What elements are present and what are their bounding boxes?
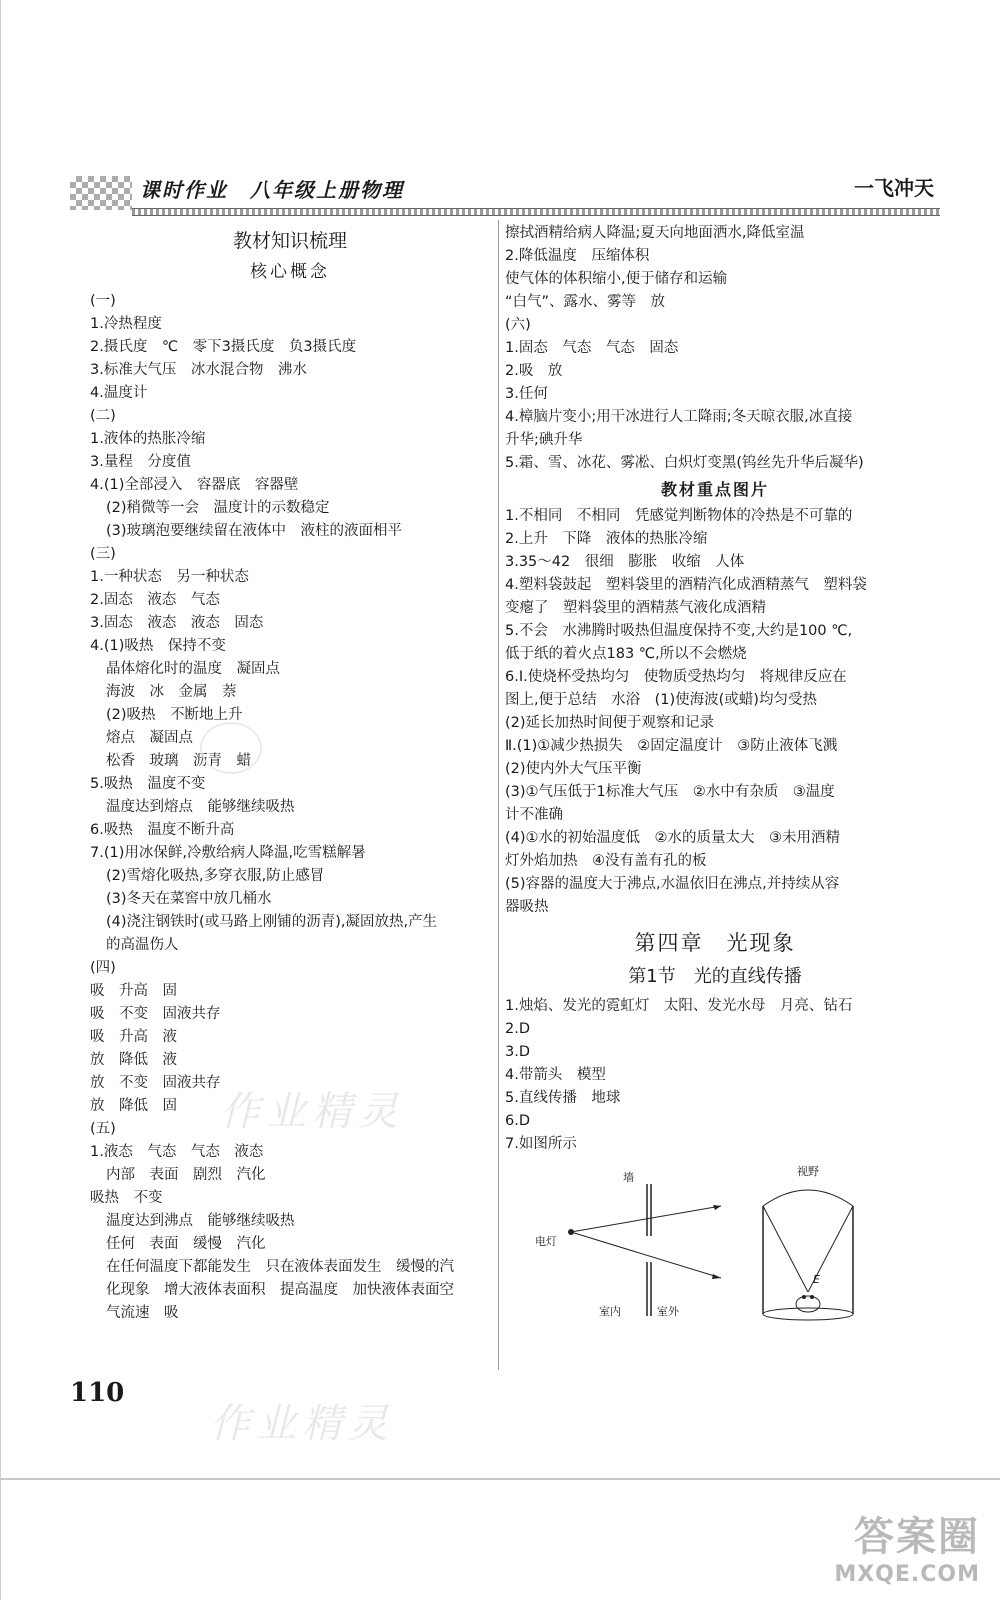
answer-line: 在任何温度下都能发生 只在液体表面发生 缓慢的汽: [106, 1259, 454, 1275]
answer-line: 6.吸热 温度不断升高: [90, 822, 235, 838]
answer-line: 5.吸热 温度不变: [90, 776, 206, 792]
section-node-title: 第1节 光的直线传播: [628, 966, 802, 987]
answer-line: 1.液体的热胀冷缩: [90, 431, 206, 447]
answer-line: 任何 表面 缓慢 汽化: [106, 1236, 266, 1252]
answer-line: 4.樟脑片变小;用干冰进行人工降雨;冬天晾衣服,冰直接: [505, 409, 853, 425]
answer-line: (2)延长加热时间便于观察和记录: [505, 715, 715, 731]
answer-line: 计不准确: [505, 807, 563, 823]
answer-line: 图上,便于总结 水浴 (1)使海波(或蜡)均匀受热: [505, 692, 817, 708]
right-answer-list-a: [505, 222, 925, 475]
chapter-title: 第四章 光现象: [634, 931, 796, 955]
key-figures-title: 教材重点图片: [660, 480, 769, 499]
answer-line: 3.35～42 很细 膨胀 收缩 人体: [505, 554, 745, 570]
answer-line: 5.霜、雪、冰花、雾凇、白炽灯变黑(钨丝先升华后凝华): [505, 455, 864, 471]
answer-line: 低于纸的着火点183 ℃,所以不会燃烧: [505, 646, 747, 662]
arrow-icon-2: [712, 1274, 721, 1279]
answer-line: 的高温伤人: [106, 937, 179, 953]
label-indoor: 室内: [599, 1305, 621, 1318]
answer-line: 7.(1)用冰保鲜,冷敷给病人降温,吃雪糕解暑: [90, 845, 366, 861]
answer-line: 3.量程 分度值: [90, 454, 191, 470]
well-bottom: [763, 1308, 853, 1320]
answer-line: 温度达到沸点 能够继续吸热: [106, 1213, 295, 1229]
view-ray-left: [763, 1206, 808, 1292]
answer-line: 4.带箭头 模型: [505, 1067, 606, 1083]
answer-line: 灯外焰加热 ④没有盖有孔的板: [505, 853, 707, 869]
label-eye: E: [813, 1273, 820, 1286]
sub-title: 核心概念: [250, 262, 330, 282]
answer-line: 2.固态 液态 气态: [90, 592, 220, 608]
answer-line: 5.直线传播 地球: [505, 1090, 621, 1106]
label-lamp: 电灯: [535, 1235, 557, 1248]
page-header: [70, 168, 940, 218]
answer-line: 4.(1)吸热 保持不变: [90, 638, 226, 654]
answer-line: 2.吸 放: [505, 363, 563, 379]
answer-line: Ⅱ.(1)①减少热损失 ②固定温度计 ③防止液体飞溅: [505, 738, 838, 754]
label-view: 视野: [797, 1165, 819, 1178]
section-title: 教材知识梳理: [232, 230, 347, 252]
answer-line: 放 不变 固液共存: [90, 1075, 221, 1091]
light-diagram: [535, 1166, 865, 1326]
wall-gap: [646, 1236, 653, 1262]
watermark-text: 作业精灵: [220, 1089, 404, 1135]
answer-line: 3.标准大气压 冰水混合物 沸水: [90, 362, 307, 378]
answer-line: 1.液态 气态 气态 液态: [90, 1144, 264, 1160]
right-answer-list-b: [505, 505, 925, 919]
answer-line: 3.任何: [505, 386, 548, 402]
left-column: [90, 222, 490, 1325]
answer-line: 1.烛焰、发光的霓虹灯 太阳、发光水母 月亮、钻石: [505, 998, 853, 1014]
answer-line: 1.不相同 不相同 凭感觉判断物体的冷热是不可靠的: [505, 508, 853, 524]
answer-line: 变瘪了 塑料袋里的酒精蒸气液化成酒精: [505, 600, 766, 616]
answer-line: 6.Ⅰ.使烧杯受热均匀 使物质受热均匀 将规律反应在: [505, 669, 847, 685]
answer-line: (2)雪熔化吸热,多穿衣服,防止感冒: [106, 868, 325, 884]
brand-logo: 一飞冲天: [854, 176, 934, 200]
answer-line: 擦拭酒精给病人降温;夏天向地面洒水,降低室温: [505, 225, 805, 241]
answer-line: (一): [90, 293, 116, 309]
answer-line: (二): [90, 408, 116, 424]
answer-line: (五): [90, 1121, 116, 1137]
watermark-stamp: [200, 722, 262, 774]
answer-line: 吸 升高 固: [90, 983, 177, 999]
answer-line: (三): [90, 546, 116, 562]
answer-line: 吸热 不变: [90, 1190, 163, 1206]
answer-line: (3)①气压低于1标准大气压 ②水中有杂质 ③温度: [505, 784, 835, 800]
ray-upper: [571, 1206, 721, 1232]
answer-line: 1.冷热程度: [90, 316, 162, 332]
answer-line: 放 降低 液: [90, 1052, 177, 1068]
answer-line: 6.D: [505, 1113, 530, 1129]
answer-line: 升华;碘升华: [505, 432, 583, 448]
answer-line: 2.D: [505, 1021, 530, 1037]
site-logo: [834, 1505, 980, 1587]
answer-line: 内部 表面 剧烈 汽化: [106, 1167, 266, 1183]
answer-line: 2.摄氏度 ℃ 零下3摄氏度 负3摄氏度: [90, 339, 357, 355]
site-logo-en: MXQE.COM: [834, 1562, 980, 1587]
answer-line: 海波 冰 金属 萘: [106, 684, 237, 700]
answer-line: (2)稍微等一会 温度计的示数稳定: [106, 500, 330, 516]
answer-line: 2.降低温度 压缩体积: [505, 248, 650, 264]
answer-line: 3.D: [505, 1044, 530, 1060]
answer-line: 吸 不变 固液共存: [90, 1006, 221, 1022]
label-outdoor: 室外: [657, 1305, 679, 1318]
answer-line: 器吸热: [505, 899, 549, 915]
answer-line: (3)冬天在菜窖中放几桶水: [106, 891, 272, 907]
frog-icon: [796, 1296, 820, 1312]
frog-eye-icon-2: [810, 1295, 814, 1299]
answer-line: 1.一种状态 另一种状态: [90, 569, 249, 585]
answer-line: 1.固态 气态 气态 固态: [505, 340, 679, 356]
answer-line: 晶体熔化时的温度 凝固点: [106, 661, 280, 677]
label-wall: 墙: [623, 1171, 634, 1184]
answer-line: 4.(1)全部浸入 容器底 容器壁: [90, 477, 299, 493]
answer-line: “白气”、露水、雾等 放: [505, 294, 666, 310]
right-column: [505, 222, 925, 1326]
answer-line: (4)①水的初始温度低 ②水的质量太大 ③未用酒精: [505, 830, 841, 846]
checker-pattern-icon: [70, 176, 132, 210]
answer-line: 4.温度计: [90, 385, 148, 401]
answer-line: (5)容器的温度大于沸点,水温依旧在沸点,并持续从容: [505, 876, 840, 892]
answer-line: 吸 升高 液: [90, 1029, 177, 1045]
light-diagram-svg: [535, 1166, 865, 1326]
left-answer-list: [90, 290, 490, 1325]
watermark-text-2: 作业精灵: [210, 1401, 394, 1447]
answer-line: 7.如图所示: [505, 1136, 577, 1152]
frog-eye-icon: [802, 1295, 806, 1299]
answer-line: 松香 玻璃 沥青 蜡: [106, 753, 251, 769]
answer-line: 熔点 凝固点: [106, 730, 193, 746]
answer-line: (3)玻璃泡要继续留在液体中 液柱的液面相平: [106, 523, 403, 539]
header-title: 课时作业 八年级上册物理: [140, 178, 404, 202]
answer-line: 使气体的体积缩小,便于储存和运输: [505, 271, 728, 287]
answer-line: (四): [90, 960, 116, 976]
answer-line: 3.固态 液态 液态 固态: [90, 615, 264, 631]
answer-line: 气流速 吸: [106, 1305, 179, 1321]
answer-line: 2.上升 下降 液体的热胀冷缩: [505, 531, 708, 547]
answer-line: 温度达到熔点 能够继续吸热: [106, 799, 295, 815]
view-arc: [763, 1190, 853, 1206]
answer-line: (2)吸热 不断地上升: [106, 707, 243, 723]
answer-line: 4.塑料袋鼓起 塑料袋里的酒精汽化成酒精蒸气 塑料袋: [505, 577, 867, 593]
answer-line: (2)使内外大气压平衡: [505, 761, 642, 777]
answer-line: 放 降低 固: [90, 1098, 177, 1114]
answer-line: (4)浇注钢铁时(或马路上刚铺的沥青),凝固放热,产生: [106, 914, 438, 930]
site-logo-cn: 答案圈: [854, 1514, 980, 1560]
answer-line: 化现象 增大液体表面积 提高温度 加快液体表面空: [106, 1282, 454, 1298]
answer-line: 5.不会 水沸腾时吸热但温度保持不变,大约是100 ℃,: [505, 623, 853, 639]
right-answer-list-c: [505, 995, 925, 1156]
bottom-rule: [0, 1478, 1000, 1480]
answer-line: (六): [505, 317, 531, 333]
header-rule: [132, 208, 940, 216]
column-divider: [498, 220, 499, 1370]
page-number: 110: [70, 1378, 125, 1408]
